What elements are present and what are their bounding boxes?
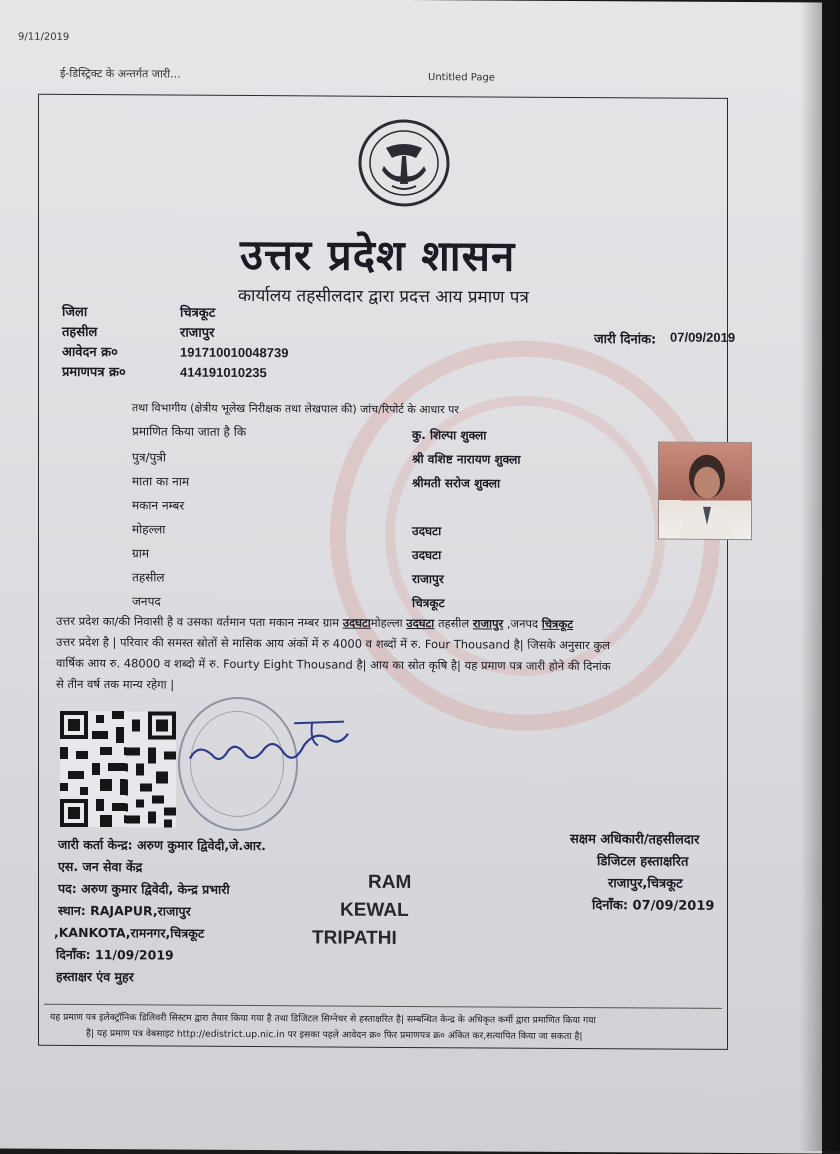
intro-line-2: प्रमाणित किया जाता है कि (132, 424, 247, 439)
gram-label: ग्राम (132, 546, 150, 561)
mohalla-label: मोहल्ला (132, 522, 166, 537)
footer-line-1: यह प्रमाण पत्र इलेक्ट्रॉनिक डिलिवरी सिस्टम द्वारा तैयार किया गया है तथा डिजिटल सिग्नेचर से हस्ताक्षरित है| सम्बन्धित केन्द्र के अधिकृत कर्मी द्वारा प्रमाणित किया गया (50, 1011, 596, 1027)
issue-date-value: 07/09/2019 (670, 329, 736, 345)
tehsil-label: तहसील (62, 324, 98, 341)
authority-line-2: डिजिटल हस्ताक्षरित (597, 854, 689, 870)
avedan-value: 191710010048739 (180, 344, 289, 361)
address-gram: उदघटा (342, 615, 371, 630)
makan-label: मकान नम्बर (132, 498, 185, 513)
applicant-photo (658, 442, 752, 541)
tehsil-value: राजापुर (180, 325, 215, 341)
digital-sign-name-3: TRIPATHI (312, 927, 397, 949)
address-tehsil: राजापुर (472, 616, 504, 631)
address-text-4: ,जनपद (506, 616, 539, 631)
page-title: उत्तर प्रदेश शासन (240, 229, 516, 281)
detail-tehsil-value: राजापुर (412, 572, 444, 587)
gram-value: उदघटा (412, 548, 442, 563)
address-text-2: मोहल्ला (370, 615, 403, 630)
validity-line: से तीन वर्ष तक मान्य रहेगा | (56, 676, 175, 692)
jila-label: जिला (62, 304, 88, 321)
issuer-line-5: ,KANKOTA,रामनगर,चित्रकूट (54, 924, 205, 941)
address-line (56, 614, 573, 632)
address-text-1: उत्तर प्रदेश का/की निवासी है व उसका वर्तमान पता मकान नम्बर ग्राम (56, 613, 340, 630)
issuer-line-6: दिनाँक: 11/09/2019 (56, 946, 174, 963)
jila-value: चित्रकूट (180, 305, 216, 321)
putra-value: श्री वशिष्ट नारायण शुक्ला (412, 452, 521, 467)
issuer-line-3: पद: अरुण कुमार द्विवेदी, केन्द्र प्रभारी (58, 880, 230, 897)
avedan-label: आवेदन क्र० (62, 344, 118, 361)
detail-tehsil-label: तहसील (132, 570, 165, 585)
issue-date-label: जारी दिनांक: (594, 332, 657, 348)
print-header-center: Untitled Page (428, 72, 495, 84)
up-emblem-icon (356, 118, 452, 209)
authority-line-3: राजापुर,चित्रकूट (608, 876, 683, 892)
mata-value: श्रीमती सरोज शुक्ला (412, 476, 501, 491)
mata-label: माता का नाम (132, 474, 190, 489)
print-header-left: ई-डिस्ट्रिक्ट के अन्तर्गत जारी... (60, 66, 181, 81)
footer-line-2: है| यह प्रमाण पत्र वेबसाइट http://edistrict.up.nic.in पर इसका पहले आवेदन क्र० फिर प्रमाणपत्र क्र० अंकित कर,सत्यापित किया जा सकता है| (86, 1028, 583, 1043)
address-janpad: चित्रकूट (541, 616, 574, 631)
print-date: 9/11/2019 (18, 31, 70, 43)
authority-line-1: सक्षम अधिकारी/तहसीलदार (570, 831, 700, 848)
pramanpatra-value: 414191010235 (180, 364, 267, 381)
digital-sign-name-2: KEWAL (340, 899, 409, 921)
page-subtitle: कार्यालय तहसीलदार द्वारा प्रदत्त आय प्रमाण पत्र (238, 285, 529, 308)
issuer-line-1: जारी कर्ता केन्द्र: अरुण कुमार द्विवेदी,जे.आर. (58, 836, 266, 854)
income-line-2: वार्षिक आय रु. 48000 व शब्दो में रु. Fourty Eight Thousand है| आय का स्रोत कृषि है| यह प्रमाण पत्र जारी होने की दिनांक (56, 655, 611, 674)
pramanpatra-label: प्रमाणपत्र क्र० (62, 364, 126, 381)
handwritten-signature (184, 715, 354, 776)
issuer-line-2: एस. जन सेवा केंद्र (58, 858, 143, 875)
address-mohalla: उदघटा (406, 615, 435, 631)
authority-line-4: दिनाँक: 07/09/2019 (592, 898, 715, 914)
address-text-3: तहसील (437, 616, 470, 631)
applicant-name: कु. शिल्पा शुक्ला (412, 428, 487, 443)
person-photo-icon (659, 443, 751, 540)
digital-sign-name-1: RAM (368, 871, 412, 894)
janpad-value: चित्रकूट (412, 596, 445, 611)
issuer-line-4: स्थान: RAJAPUR,राजापुर (58, 902, 191, 919)
issuer-line-7: हस्ताक्षर एंव मुहर (56, 968, 134, 985)
putra-label: पुत्र/पुत्री (132, 450, 167, 465)
qr-code-icon (60, 710, 176, 829)
janpad-label: जनपद (132, 594, 161, 609)
income-line-1: उत्तर प्रदेश है | परिवार की समस्त स्रोतों से मासिक आय अंकों में रु 4000 व शब्दों में रु. Four Thousand है| जिसके अनुसार कुल (56, 634, 610, 653)
edge-shadow (800, 0, 840, 1151)
intro-line-1: तथा विभागीय (क्षेत्रीय भूलेख निरीक्षक तथा लेखपाल की) जांच/रिपोर्ट के आधार पर (132, 401, 459, 417)
mohalla-value: उदघटा (412, 524, 442, 539)
